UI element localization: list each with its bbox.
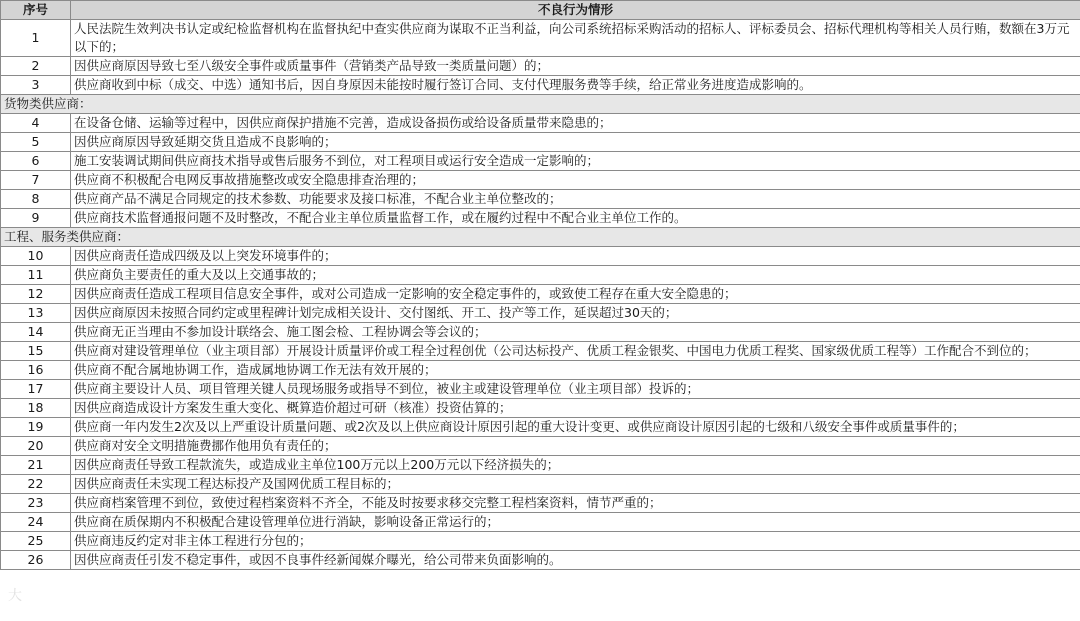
row-description: 因供应商原因导致延期交货且造成不良影响的； bbox=[71, 133, 1080, 152]
row-number: 8 bbox=[1, 190, 71, 209]
row-description: 因供应商造成设计方案发生重大变化、概算造价超过可研（核准）投资估算的； bbox=[71, 399, 1080, 418]
table-row bbox=[1, 437, 1080, 456]
table-row bbox=[1, 171, 1080, 190]
row-number: 17 bbox=[1, 380, 71, 399]
row-description: 因供应商责任导致工程款流失，或造成业主单位100万元以上200万元以下经济损失的； bbox=[71, 456, 1080, 475]
row-description: 供应商主要设计人员、项目管理关键人员现场服务或指导不到位，被业主或建设管理单位（业主项目部）投诉的； bbox=[71, 380, 1080, 399]
row-number: 9 bbox=[1, 209, 71, 228]
table-row bbox=[1, 209, 1080, 228]
row-description: 因供应商原因未按照合同约定或里程碑计划完成相关设计、交付图纸、开工、投产等工作，延误超过30天的； bbox=[71, 304, 1080, 323]
table-row bbox=[1, 304, 1080, 323]
row-description: 供应商档案管理不到位，致使过程档案资料不齐全，不能及时按要求移交完整工程档案资料，情节严重的； bbox=[71, 494, 1080, 513]
row-description: 供应商对安全文明措施费挪作他用负有责任的； bbox=[71, 437, 1080, 456]
row-number: 23 bbox=[1, 494, 71, 513]
table-body bbox=[1, 20, 1080, 570]
row-description: 供应商在质保期内不积极配合建设管理单位进行消缺，影响设备正常运行的； bbox=[71, 513, 1080, 532]
row-number: 13 bbox=[1, 304, 71, 323]
table-header-row bbox=[1, 1, 1080, 20]
row-number: 20 bbox=[1, 437, 71, 456]
row-number: 19 bbox=[1, 418, 71, 437]
row-number: 4 bbox=[1, 114, 71, 133]
table-row bbox=[1, 418, 1080, 437]
row-number: 21 bbox=[1, 456, 71, 475]
row-number: 7 bbox=[1, 171, 71, 190]
table-row bbox=[1, 152, 1080, 171]
row-number: 10 bbox=[1, 247, 71, 266]
table-row bbox=[1, 247, 1080, 266]
table-row bbox=[1, 513, 1080, 532]
header-description: 不良行为情形 bbox=[71, 1, 1080, 20]
row-number: 1 bbox=[1, 20, 71, 57]
row-description: 因供应商责任未实现工程达标投产及国网优质工程目标的； bbox=[71, 475, 1080, 494]
table-row bbox=[1, 190, 1080, 209]
row-description: 供应商不积极配合电网反事故措施整改或安全隐患排查治理的； bbox=[71, 171, 1080, 190]
table-row bbox=[1, 361, 1080, 380]
table-row bbox=[1, 475, 1080, 494]
row-description: 供应商收到中标（成交、中选）通知书后，因自身原因未能按时履行签订合同、支付代理服务费等手续，给正常业务进度造成影响的。 bbox=[71, 76, 1080, 95]
row-number: 25 bbox=[1, 532, 71, 551]
table-row bbox=[1, 266, 1080, 285]
table-row bbox=[1, 342, 1080, 361]
table-row bbox=[1, 114, 1080, 133]
section-label: 货物类供应商： bbox=[1, 95, 1080, 114]
section-label: 工程、服务类供应商： bbox=[1, 228, 1080, 247]
table-row bbox=[1, 532, 1080, 551]
row-description: 因供应商责任造成四级及以上突发环境事件的； bbox=[71, 247, 1080, 266]
row-number: 11 bbox=[1, 266, 71, 285]
row-number: 18 bbox=[1, 399, 71, 418]
table-row bbox=[1, 285, 1080, 304]
table-row bbox=[1, 399, 1080, 418]
row-description: 供应商无正当理由不参加设计联络会、施工图会检、工程协调会等会议的； bbox=[71, 323, 1080, 342]
table-row bbox=[1, 76, 1080, 95]
row-number: 15 bbox=[1, 342, 71, 361]
table-row bbox=[1, 57, 1080, 76]
table-row bbox=[1, 323, 1080, 342]
row-number: 6 bbox=[1, 152, 71, 171]
table-row bbox=[1, 551, 1080, 570]
row-description: 供应商技术监督通报问题不及时整改，不配合业主单位质量监督工作，或在履约过程中不配合业主单位工作的。 bbox=[71, 209, 1080, 228]
row-description: 因供应商责任造成工程项目信息安全事件，或对公司造成一定影响的安全稳定事件的，或致使工程存在重大安全隐患的； bbox=[71, 285, 1080, 304]
row-number: 22 bbox=[1, 475, 71, 494]
row-description: 供应商不配合属地协调工作，造成属地协调工作无法有效开展的； bbox=[71, 361, 1080, 380]
header-no: 序号 bbox=[1, 1, 71, 20]
row-description: 施工安装调试期间供应商技术指导或售后服务不到位，对工程项目或运行安全造成一定影响的； bbox=[71, 152, 1080, 171]
row-description: 供应商一年内发生2次及以上严重设计质量问题、或2次及以上供应商设计原因引起的重大设计变更、或供应商设计原因引起的七级和八级安全事件或质量事件的； bbox=[71, 418, 1080, 437]
row-description: 因供应商原因导致七至八级安全事件或质量事件（营销类产品导致一类质量问题）的； bbox=[71, 57, 1080, 76]
row-number: 16 bbox=[1, 361, 71, 380]
row-description: 因供应商责任引发不稳定事件，或因不良事件经新闻媒介曝光，给公司带来负面影响的。 bbox=[71, 551, 1080, 570]
row-number: 3 bbox=[1, 76, 71, 95]
row-number: 12 bbox=[1, 285, 71, 304]
row-description: 在设备仓储、运输等过程中，因供应商保护措施不完善，造成设备损伤或给设备质量带来隐患的； bbox=[71, 114, 1080, 133]
row-number: 2 bbox=[1, 57, 71, 76]
table-row bbox=[1, 133, 1080, 152]
row-description: 供应商产品不满足合同规定的技术参数、功能要求及接口标准，不配合业主单位整改的； bbox=[71, 190, 1080, 209]
table-row bbox=[1, 494, 1080, 513]
row-description: 供应商违反约定对非主体工程进行分包的； bbox=[71, 532, 1080, 551]
row-description: 供应商对建设管理单位（业主项目部）开展设计质量评价或工程全过程创优（公司达标投产、优质工程金银奖、中国电力优质工程奖、国家级优质工程等）工作配合不到位的； bbox=[71, 342, 1080, 361]
row-description: 人民法院生效判决书认定或纪检监督机构在监督执纪中查实供应商为谋取不正当利益，向公司系统招标采购活动的招标人、评标委员会、招标代理机构等相关人员行贿，数额在3万元以下的； bbox=[71, 20, 1080, 57]
table-row bbox=[1, 456, 1080, 475]
row-number: 26 bbox=[1, 551, 71, 570]
section-row bbox=[1, 228, 1080, 247]
table-row bbox=[1, 20, 1080, 57]
row-description: 供应商负主要责任的重大及以上交通事故的； bbox=[71, 266, 1080, 285]
row-number: 5 bbox=[1, 133, 71, 152]
watermark-logo: 大 bbox=[8, 588, 23, 604]
section-row bbox=[1, 95, 1080, 114]
row-number: 14 bbox=[1, 323, 71, 342]
row-number: 24 bbox=[1, 513, 71, 532]
table-row bbox=[1, 380, 1080, 399]
